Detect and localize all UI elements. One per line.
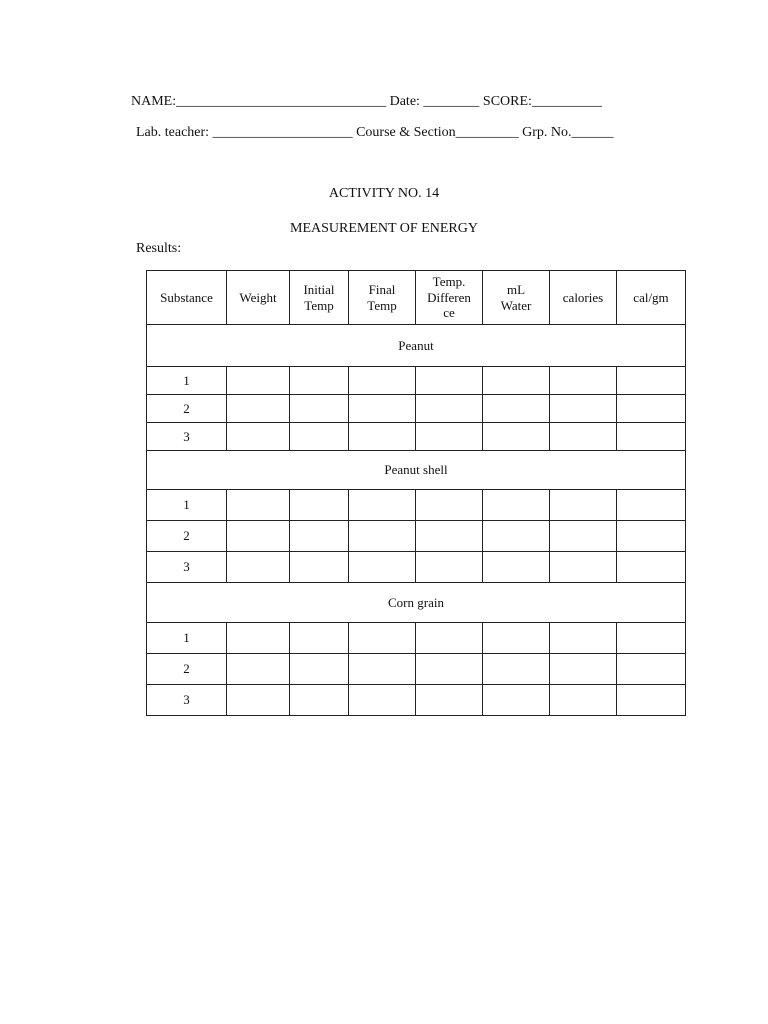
blank-cell[interactable]	[617, 395, 686, 423]
blank-cell[interactable]	[290, 685, 349, 716]
section-row-corn-grain	[147, 583, 686, 623]
table-row	[147, 521, 686, 552]
blank-cell[interactable]	[617, 552, 686, 583]
trial-number: 2	[147, 654, 227, 685]
blank-cell[interactable]	[550, 423, 617, 451]
blank-cell[interactable]	[617, 623, 686, 654]
blank-cell[interactable]	[483, 521, 550, 552]
blank-cell[interactable]	[227, 623, 290, 654]
table-row	[147, 552, 686, 583]
blank-cell[interactable]	[416, 623, 483, 654]
blank-cell[interactable]	[227, 367, 290, 395]
table-row	[147, 367, 686, 395]
header-line-teacher-course-group: Lab. teacher: ____________________ Course & Section_________ Grp. No.______	[136, 125, 614, 140]
blank-cell[interactable]	[349, 685, 416, 716]
column-header: Temp. Differen ce	[416, 271, 483, 325]
blank-cell[interactable]	[349, 395, 416, 423]
section-row-peanut-shell	[147, 451, 686, 490]
blank-cell[interactable]	[227, 423, 290, 451]
blank-cell[interactable]	[290, 552, 349, 583]
table-row	[147, 623, 686, 654]
blank-cell[interactable]	[290, 654, 349, 685]
blank-cell[interactable]	[227, 395, 290, 423]
blank-cell[interactable]	[227, 521, 290, 552]
blank-cell[interactable]	[617, 423, 686, 451]
section-row-peanut	[147, 325, 686, 367]
header-line-name-date-score: NAME:______________________________ Date: ________ SCORE:__________	[131, 94, 602, 109]
blank-cell[interactable]	[349, 367, 416, 395]
blank-cell[interactable]	[550, 490, 617, 521]
blank-cell[interactable]	[290, 521, 349, 552]
trial-number: 3	[147, 685, 227, 716]
blank-cell[interactable]	[550, 552, 617, 583]
results-table	[146, 270, 686, 716]
blank-cell[interactable]	[483, 423, 550, 451]
blank-cell[interactable]	[416, 685, 483, 716]
activity-title: ACTIVITY NO. 14	[328, 186, 440, 201]
table-row	[147, 423, 686, 451]
trial-number: 2	[147, 395, 227, 423]
blank-cell[interactable]	[349, 623, 416, 654]
column-header: cal/gm	[617, 271, 686, 325]
blank-cell[interactable]	[416, 552, 483, 583]
section-label: Corn grain	[147, 583, 686, 623]
blank-cell[interactable]	[227, 685, 290, 716]
blank-cell[interactable]	[550, 685, 617, 716]
blank-cell[interactable]	[550, 623, 617, 654]
trial-number: 1	[147, 367, 227, 395]
blank-cell[interactable]	[483, 552, 550, 583]
trial-number: 3	[147, 423, 227, 451]
blank-cell[interactable]	[416, 367, 483, 395]
blank-cell[interactable]	[349, 490, 416, 521]
blank-cell[interactable]	[483, 367, 550, 395]
blank-cell[interactable]	[617, 521, 686, 552]
blank-cell[interactable]	[617, 367, 686, 395]
table-row	[147, 490, 686, 521]
trial-number: 3	[147, 552, 227, 583]
blank-cell[interactable]	[617, 490, 686, 521]
blank-cell[interactable]	[290, 490, 349, 521]
blank-cell[interactable]	[290, 623, 349, 654]
section-label: Peanut shell	[147, 451, 686, 490]
blank-cell[interactable]	[483, 685, 550, 716]
column-header: Weight	[227, 271, 290, 325]
column-header: Initial Temp	[290, 271, 349, 325]
blank-cell[interactable]	[349, 654, 416, 685]
blank-cell[interactable]	[483, 395, 550, 423]
column-header: Substance	[147, 271, 227, 325]
blank-cell[interactable]	[617, 654, 686, 685]
blank-cell[interactable]	[290, 395, 349, 423]
results-label: Results:	[136, 241, 182, 256]
blank-cell[interactable]	[483, 654, 550, 685]
blank-cell[interactable]	[227, 654, 290, 685]
blank-cell[interactable]	[290, 423, 349, 451]
blank-cell[interactable]	[290, 367, 349, 395]
table-row	[147, 654, 686, 685]
blank-cell[interactable]	[550, 521, 617, 552]
blank-cell[interactable]	[550, 654, 617, 685]
blank-cell[interactable]	[617, 685, 686, 716]
column-header: calories	[550, 271, 617, 325]
blank-cell[interactable]	[416, 521, 483, 552]
blank-cell[interactable]	[416, 490, 483, 521]
table-row	[147, 685, 686, 716]
activity-subtitle: MEASUREMENT OF ENERGY	[290, 221, 478, 236]
trial-number: 2	[147, 521, 227, 552]
table-header-row	[147, 271, 686, 325]
blank-cell[interactable]	[416, 654, 483, 685]
table-row	[147, 395, 686, 423]
column-header: mL Water	[483, 271, 550, 325]
column-header: Final Temp	[349, 271, 416, 325]
blank-cell[interactable]	[349, 552, 416, 583]
blank-cell[interactable]	[349, 521, 416, 552]
trial-number: 1	[147, 623, 227, 654]
blank-cell[interactable]	[550, 367, 617, 395]
blank-cell[interactable]	[483, 623, 550, 654]
blank-cell[interactable]	[349, 423, 416, 451]
blank-cell[interactable]	[550, 395, 617, 423]
trial-number: 1	[147, 490, 227, 521]
blank-cell[interactable]	[227, 552, 290, 583]
blank-cell[interactable]	[416, 423, 483, 451]
blank-cell[interactable]	[483, 490, 550, 521]
blank-cell[interactable]	[416, 395, 483, 423]
section-label: Peanut	[147, 325, 686, 367]
blank-cell[interactable]	[227, 490, 290, 521]
